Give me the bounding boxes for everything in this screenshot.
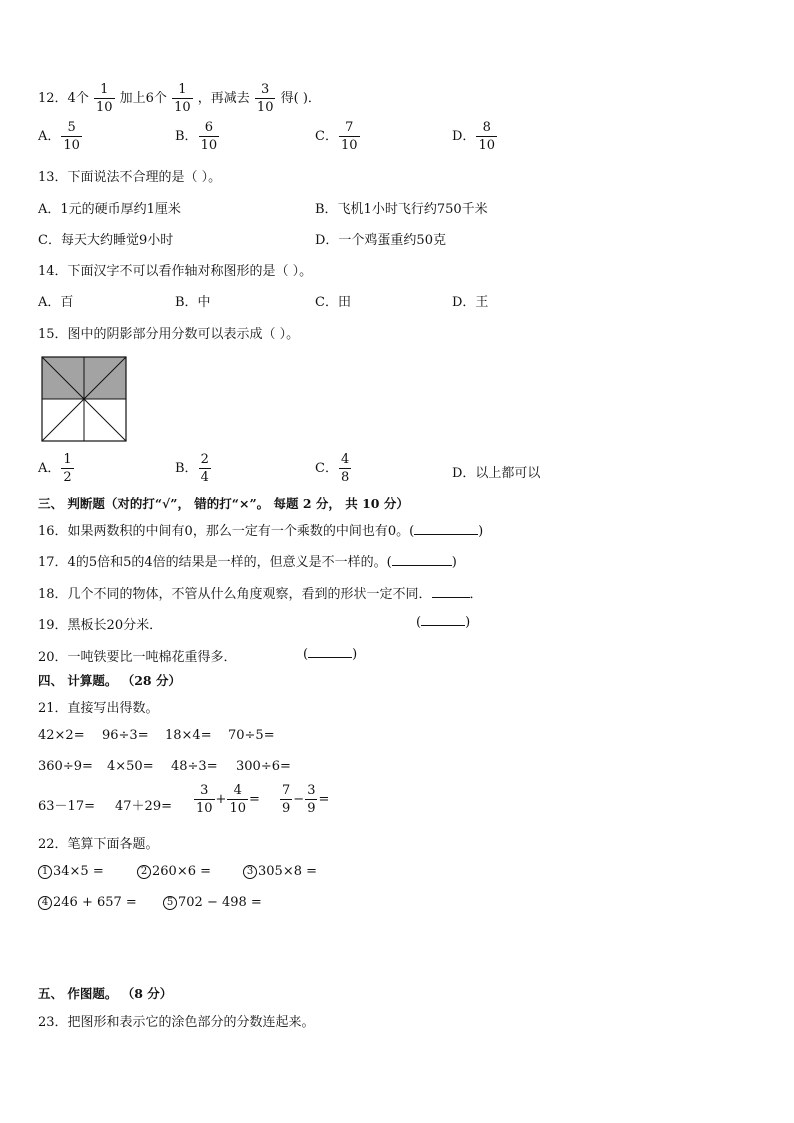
option-c[interactable]: C． $\frac{7}{10}$ [315,120,358,153]
question-21: 21．直接写出得数。 [38,701,159,716]
fraction: $\frac{3}{10}$ [256,82,274,115]
fraction-difference-expression: $\frac{7}{9}$ − $\frac{3}{9}$ = [282,783,330,816]
calc-item: 63－17= [38,799,95,814]
question-18: 18．几个不同的物体，不管从什么角度观察，看到的形状一定不同． ． [38,587,483,602]
section-5-heading: 五、 作图题。 （8 分） [38,986,173,1001]
written-calc-item: 2 260×6 = [137,864,211,879]
question-16: 16．如果两数积的中间有0，那么一定有一个乘数的中间也有0。( ) [38,524,484,539]
option-d[interactable]: D．以上都可以 [452,466,541,481]
option-a[interactable]: A． $\frac{1}{2}$ [38,452,72,485]
answer-blank [421,614,465,626]
answer-blank [308,646,352,658]
calc-item: 4×50= [107,759,154,774]
shaded-square-figure [41,356,127,442]
written-calc-item: 5 702 − 498 = [163,895,262,910]
calc-item: 70÷5= [228,728,275,743]
answer-20[interactable]: ( ) [303,647,358,662]
calc-item: 96÷3= [102,728,149,743]
question-13: 13．下面说法不合理的是（ ）。 [38,170,222,185]
question-15: 15．图中的阴影部分用分数可以表示成（ ）。 [38,327,300,342]
answer-blank[interactable] [392,554,452,566]
option-a[interactable]: A．1元的硬币厚约1厘米 [38,202,181,217]
option-c[interactable]: C． $\frac{4}{8}$ [315,452,350,485]
question-19: 19．黑板长20分米． [38,618,163,633]
question-17: 17．4的5倍和5的4倍的结果是一样的，但意义是不一样的。( ) [38,555,457,570]
fraction-sum-expression: $\frac{3}{10}$ + $\frac{4}{10}$ = [196,783,260,816]
calc-item: 300÷6= [236,759,291,774]
option-b[interactable]: B． $\frac{2}{4}$ [175,452,209,485]
option-a[interactable]: A．百 [38,295,74,310]
answer-blank[interactable] [432,586,470,598]
question-20: 20．一吨铁要比一吨棉花重得多． [38,650,237,665]
question-12: 12．4个 $\frac{1}{10}$ 加上6个 $\frac{1}{10}$ ，再减去 $\frac{3}{10}$ 得( )． [38,82,321,115]
answer-19[interactable]: ( ) [416,615,471,630]
written-calc-item: 1 34×5 = [38,864,104,879]
section-3-heading: 三、 判断题（对的打“√”， 错的打“×”。 每题 2 分， 共 10 分） [38,496,409,511]
fraction: $\frac{1}{10}$ [174,82,191,115]
option-b[interactable]: B．飞机1小时飞行约750千米 [315,202,488,217]
option-b[interactable]: B． $\frac{6}{10}$ [175,120,218,153]
written-calc-item: 4 246 + 657 = [38,895,137,910]
option-d[interactable]: D． $\frac{8}{10}$ [452,120,495,153]
option-d[interactable]: D．王 [452,295,489,310]
option-b[interactable]: B．中 [175,295,211,310]
answer-blank[interactable] [414,523,478,535]
option-d[interactable]: D．一个鸡蛋重约50克 [315,233,446,248]
calc-item: 48÷3= [171,759,218,774]
calc-item: 42×2= [38,728,85,743]
option-c[interactable]: C．每天大约睡觉9小时 [38,233,174,248]
fraction: $\frac{1}{10}$ [95,82,113,115]
question-23: 23．把图形和表示它的涂色部分的分数连起来。 [38,1015,315,1030]
calc-item: 360÷9= [38,759,93,774]
written-calc-item: 3 305×8 = [243,864,317,879]
question-22: 22．笔算下面各题。 [38,837,159,852]
option-c[interactable]: C．田 [315,295,351,310]
calc-item: 18×4= [165,728,212,743]
section-4-heading: 四、 计算题。 （28 分） [38,673,181,688]
calc-item: 47＋29= [115,799,172,814]
option-a[interactable]: A． $\frac{5}{10}$ [38,120,80,153]
question-14: 14．下面汉字不可以看作轴对称图形的是（ ）。 [38,264,313,279]
